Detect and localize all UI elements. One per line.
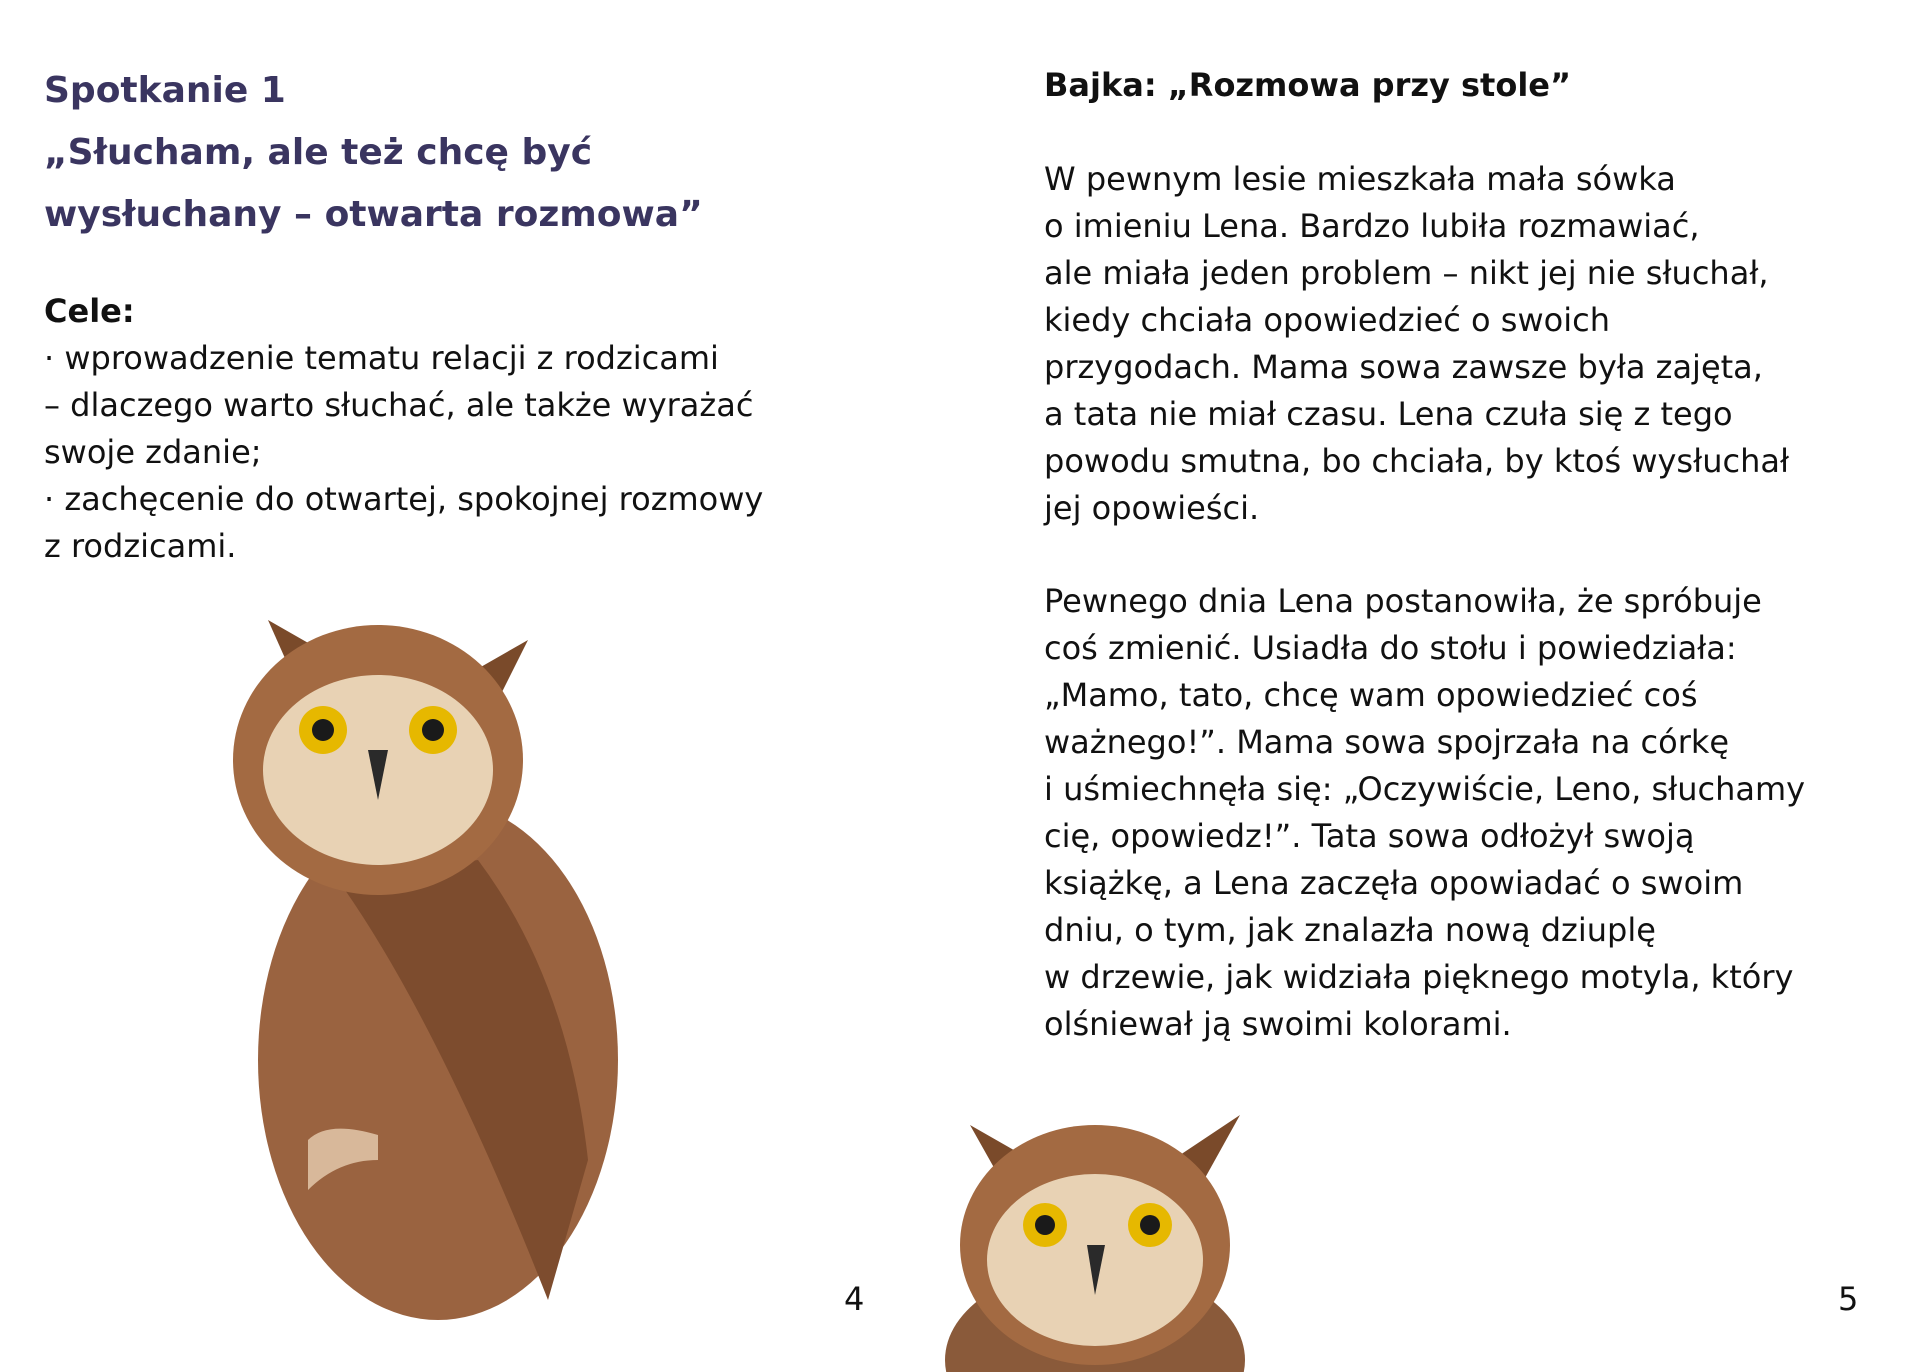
owl-pupil-left <box>1035 1215 1055 1235</box>
meeting-heading <box>44 60 703 246</box>
story-line: cię, opowiedz!”. Tata sowa odłożył swoją <box>1044 817 1695 855</box>
story-line: W pewnym lesie mieszkała mała sówka <box>1044 160 1676 198</box>
owl-illustration <box>228 600 648 1320</box>
goals-section <box>44 288 844 570</box>
story-line: ważnego!”. Mama sowa spojrzała na córkę <box>1044 723 1730 761</box>
story-paragraph <box>1044 578 1874 1048</box>
story-line: a tata nie miał czasu. Lena czuła się z tego <box>1044 395 1733 433</box>
story-line: w drzewie, jak widziała pięknego motyla, który <box>1044 958 1794 996</box>
story-line: Pewnego dnia Lena postanowiła, że spróbuje <box>1044 582 1762 620</box>
heading-line: wysłuchany – otwarta rozmowa” <box>44 194 703 235</box>
goals-line: – dlaczego warto słuchać, ale także wyrażać <box>44 386 754 424</box>
story-line: dniu, o tym, jak znalazła nową dziuplę <box>1044 911 1656 949</box>
heading-line: Spotkanie 1 <box>44 70 286 111</box>
owl-pupil-right <box>422 719 444 741</box>
page-number: 5 <box>1838 1280 1859 1318</box>
story-text <box>1044 156 1874 1094</box>
story-line: „Mamo, tato, chcę wam opowiedzieć coś <box>1044 676 1698 714</box>
story-paragraph <box>1044 156 1874 532</box>
owl-pupil-left <box>312 719 334 741</box>
goals-line: swoje zdanie; <box>44 433 262 471</box>
story-line: ale miała jeden problem – nikt jej nie słuchał, <box>1044 254 1769 292</box>
story-line: książkę, a Lena zaczęła opowiadać o swoim <box>1044 864 1744 902</box>
goals-line: · zachęcenie do otwartej, spokojnej rozmowy <box>44 480 764 518</box>
owl-head-illustration <box>945 1110 1245 1372</box>
goals-label: Cele: <box>44 292 135 330</box>
page-number: 4 <box>844 1280 865 1318</box>
heading-line: „Słucham, ale też chcę być <box>44 132 593 173</box>
story-line: coś zmienić. Usiadła do stołu i powiedziała: <box>1044 629 1737 667</box>
story-line: jej opowieści. <box>1044 489 1260 527</box>
story-line: o imieniu Lena. Bardzo lubiła rozmawiać, <box>1044 207 1700 245</box>
goals-line: z rodzicami. <box>44 527 237 565</box>
story-line: i uśmiechnęła się: „Oczywiście, Leno, słuchamy <box>1044 770 1806 808</box>
story-title: Bajka: „Rozmowa przy stole” <box>1044 66 1572 104</box>
story-line: kiedy chciała opowiedzieć o swoich <box>1044 301 1610 339</box>
story-line: olśniewał ją swoimi kolorami. <box>1044 1005 1512 1043</box>
story-line: powodu smutna, bo chciała, by ktoś wysłuchał <box>1044 442 1790 480</box>
goals-line: · wprowadzenie tematu relacji z rodzicami <box>44 339 719 377</box>
story-line: przygodach. Mama sowa zawsze była zajęta, <box>1044 348 1763 386</box>
owl-pupil-right <box>1140 1215 1160 1235</box>
